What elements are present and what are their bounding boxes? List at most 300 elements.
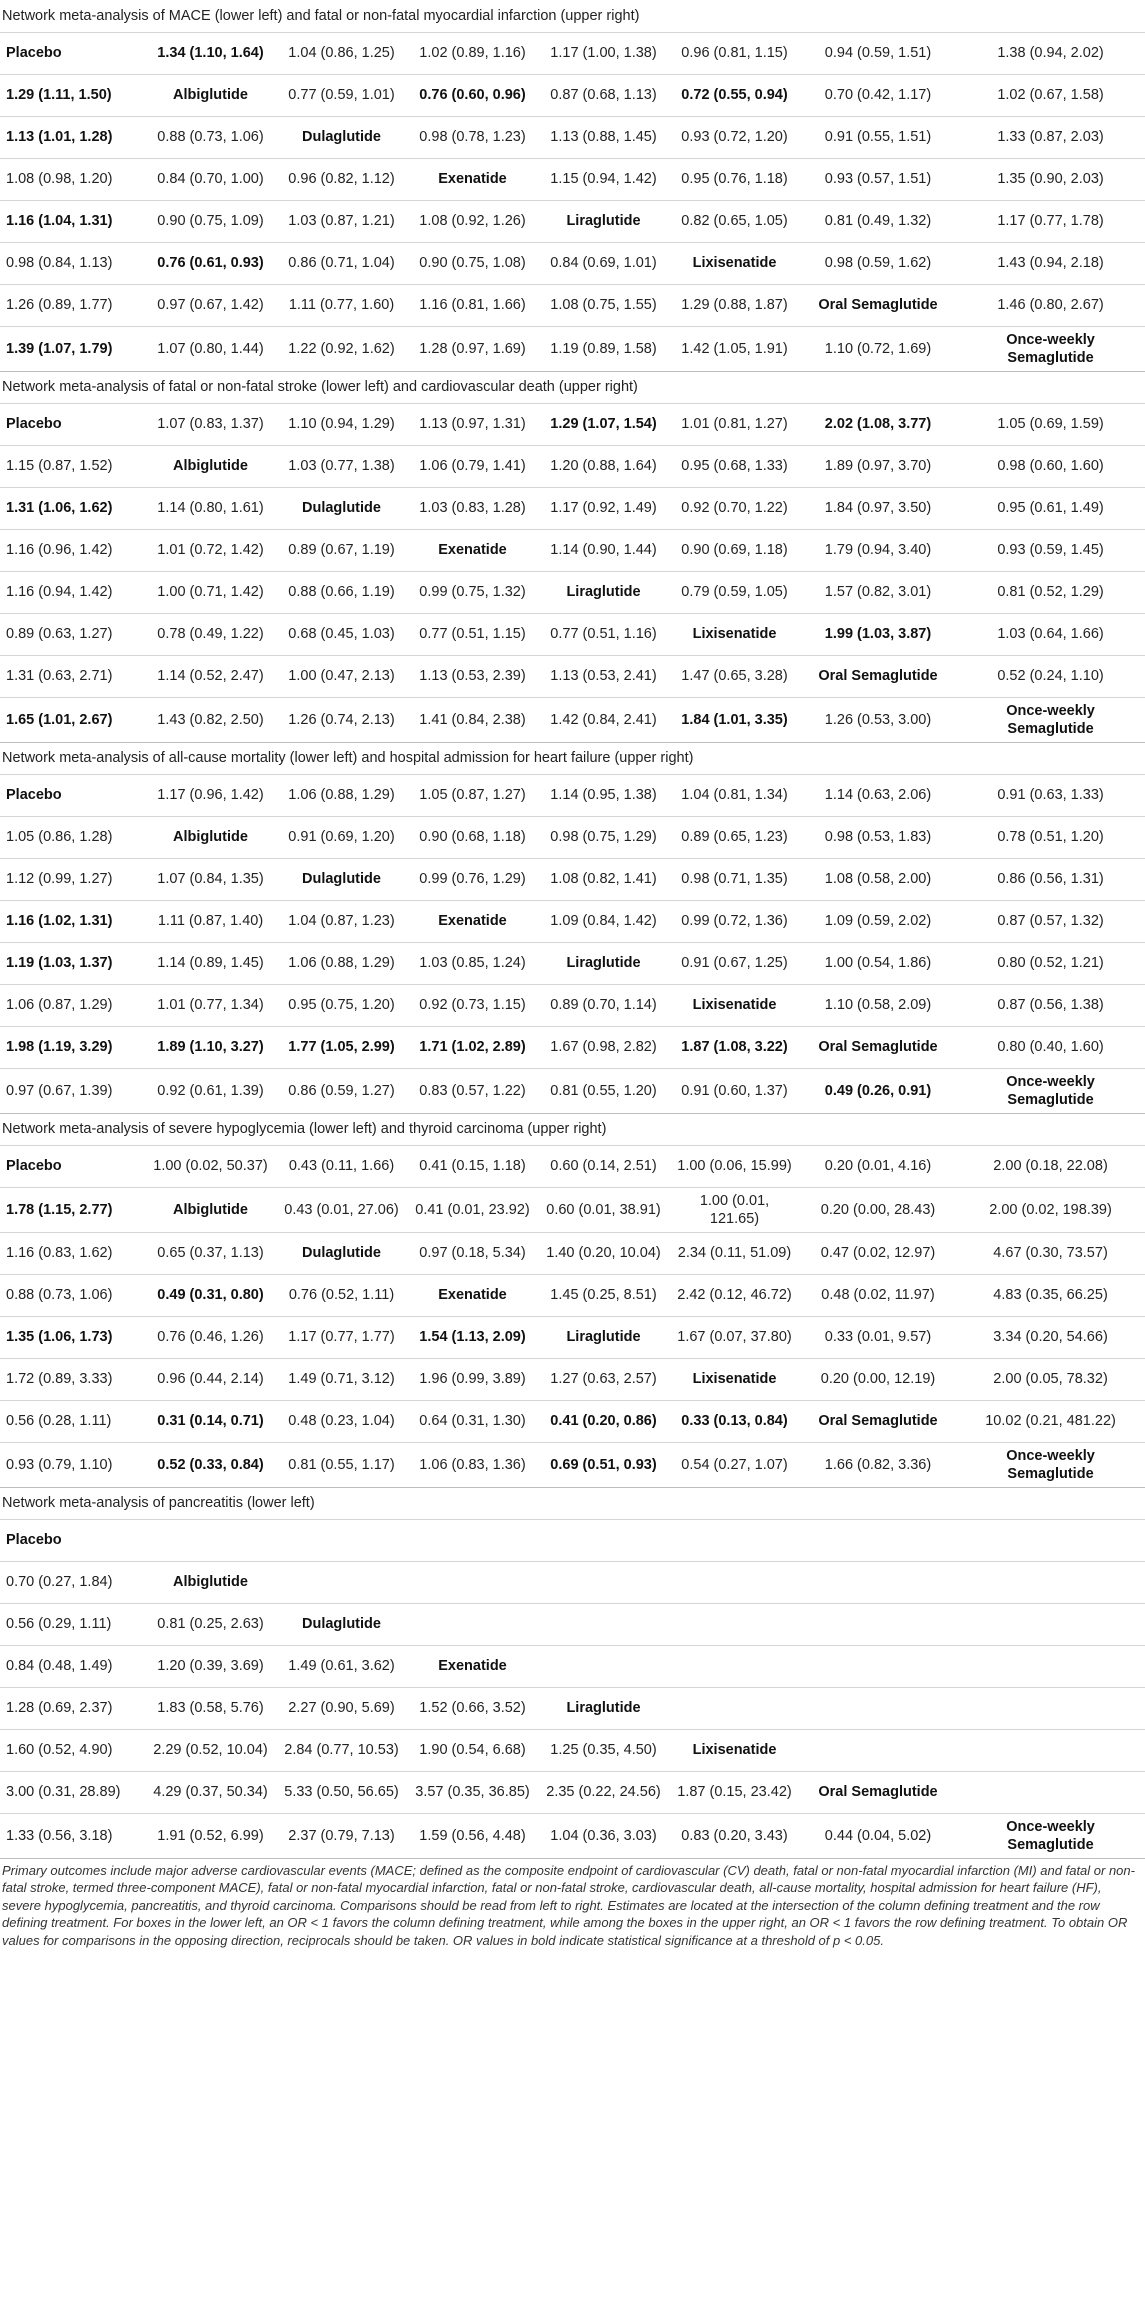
odds-ratio-cell: 2.00 (0.02, 198.39) (956, 1187, 1145, 1232)
odds-ratio-cell: 0.92 (0.73, 1.15) (407, 984, 538, 1026)
odds-ratio-cell: 0.89 (0.70, 1.14) (538, 984, 669, 1026)
empty-cell (800, 1687, 956, 1729)
odds-ratio-cell: 5.33 (0.50, 56.65) (276, 1771, 407, 1813)
odds-ratio-cell: 1.16 (1.02, 1.31) (0, 900, 145, 942)
table-row (0, 858, 1145, 900)
odds-ratio-cell: 1.03 (0.85, 1.24) (407, 942, 538, 984)
odds-ratio-cell: 4.67 (0.30, 73.57) (956, 1232, 1145, 1274)
odds-ratio-cell: 2.02 (1.08, 3.77) (800, 403, 956, 445)
odds-ratio-cell: 0.96 (0.82, 1.12) (276, 158, 407, 200)
odds-ratio-cell: 1.16 (0.81, 1.66) (407, 284, 538, 326)
treatment-label: Oral Semaglutide (800, 1400, 956, 1442)
odds-ratio-cell: 1.14 (0.95, 1.38) (538, 774, 669, 816)
odds-ratio-cell: 0.49 (0.26, 0.91) (800, 1068, 956, 1113)
section-title: Network meta-analysis of fatal or non-fatal stroke (lower left) and cardiovascular death (upper right) (0, 371, 1145, 403)
odds-ratio-cell: 1.29 (0.88, 1.87) (669, 284, 800, 326)
odds-ratio-cell: 0.88 (0.73, 1.06) (0, 1274, 145, 1316)
odds-ratio-cell: 1.65 (1.01, 2.67) (0, 697, 145, 742)
odds-ratio-cell: 0.94 (0.59, 1.51) (800, 32, 956, 74)
odds-ratio-cell: 0.82 (0.65, 1.05) (669, 200, 800, 242)
table-row (0, 32, 1145, 74)
odds-ratio-cell: 1.57 (0.82, 3.01) (800, 571, 956, 613)
odds-ratio-cell: 0.41 (0.15, 1.18) (407, 1145, 538, 1187)
odds-ratio-cell: 1.31 (1.06, 1.62) (0, 487, 145, 529)
treatment-label: Placebo (0, 774, 145, 816)
treatment-label: Once-weekly Semaglutide (956, 326, 1145, 371)
odds-ratio-cell: 0.44 (0.04, 5.02) (800, 1813, 956, 1858)
odds-ratio-cell: 0.98 (0.75, 1.29) (538, 816, 669, 858)
odds-ratio-cell: 1.16 (0.96, 1.42) (0, 529, 145, 571)
treatment-label: Once-weekly Semaglutide (956, 1442, 1145, 1487)
table-row (0, 942, 1145, 984)
table-row (0, 1187, 1145, 1232)
empty-cell (407, 1519, 538, 1561)
empty-cell (956, 1771, 1145, 1813)
odds-ratio-cell: 1.07 (0.84, 1.35) (145, 858, 276, 900)
odds-ratio-cell: 1.28 (0.97, 1.69) (407, 326, 538, 371)
odds-ratio-cell: 1.16 (0.83, 1.62) (0, 1232, 145, 1274)
odds-ratio-cell: 0.88 (0.66, 1.19) (276, 571, 407, 613)
odds-ratio-cell: 0.81 (0.55, 1.17) (276, 1442, 407, 1487)
odds-ratio-cell: 1.14 (0.63, 2.06) (800, 774, 956, 816)
odds-ratio-cell: 1.03 (0.77, 1.38) (276, 445, 407, 487)
odds-ratio-cell: 0.77 (0.59, 1.01) (276, 74, 407, 116)
section-title: Network meta-analysis of MACE (lower left) and fatal or non-fatal myocardial infarction (upper right) (2, 7, 640, 24)
treatment-label: Liraglutide (538, 200, 669, 242)
odds-ratio-cell: 0.64 (0.31, 1.30) (407, 1400, 538, 1442)
table-row (0, 1400, 1145, 1442)
table-row (0, 655, 1145, 697)
section-title: Network meta-analysis of severe hypoglycemia (lower left) and thyroid carcinoma (upper right) (0, 1113, 1145, 1145)
treatment-label: Once-weekly Semaglutide (956, 1813, 1145, 1858)
odds-ratio-cell: 0.47 (0.02, 12.97) (800, 1232, 956, 1274)
odds-ratio-cell: 0.77 (0.51, 1.16) (538, 613, 669, 655)
treatment-label: Dulaglutide (276, 1603, 407, 1645)
empty-cell (669, 1645, 800, 1687)
odds-ratio-cell: 0.90 (0.75, 1.08) (407, 242, 538, 284)
odds-ratio-cell: 1.52 (0.66, 3.52) (407, 1687, 538, 1729)
odds-ratio-cell: 1.04 (0.36, 3.03) (538, 1813, 669, 1858)
treatment-label: Exenatide (407, 900, 538, 942)
odds-ratio-cell: 1.22 (0.92, 1.62) (276, 326, 407, 371)
odds-ratio-cell: 0.76 (0.52, 1.11) (276, 1274, 407, 1316)
odds-ratio-cell: 1.35 (1.06, 1.73) (0, 1316, 145, 1358)
empty-cell (538, 1519, 669, 1561)
treatment-label: Once-weekly Semaglutide (956, 697, 1145, 742)
odds-ratio-cell: 1.01 (0.77, 1.34) (145, 984, 276, 1026)
odds-ratio-cell: 0.91 (0.63, 1.33) (956, 774, 1145, 816)
treatment-label: Oral Semaglutide (800, 284, 956, 326)
odds-ratio-cell: 1.08 (0.58, 2.00) (800, 858, 956, 900)
odds-ratio-cell: 0.91 (0.69, 1.20) (276, 816, 407, 858)
empty-cell (956, 1729, 1145, 1771)
odds-ratio-cell: 1.26 (0.74, 2.13) (276, 697, 407, 742)
treatment-label: Liraglutide (538, 942, 669, 984)
odds-ratio-cell: 1.00 (0.54, 1.86) (800, 942, 956, 984)
empty-cell (669, 1561, 800, 1603)
odds-ratio-cell: 1.04 (0.87, 1.23) (276, 900, 407, 942)
table-row (0, 1645, 1145, 1687)
table-row (0, 326, 1145, 371)
odds-ratio-cell: 1.13 (1.01, 1.28) (0, 116, 145, 158)
odds-ratio-cell: 1.09 (0.59, 2.02) (800, 900, 956, 942)
odds-ratio-cell: 3.57 (0.35, 36.85) (407, 1771, 538, 1813)
treatment-label: Once-weekly Semaglutide (956, 1068, 1145, 1113)
odds-ratio-cell: 2.84 (0.77, 10.53) (276, 1729, 407, 1771)
treatment-label: Liraglutide (538, 1687, 669, 1729)
treatment-label: Placebo (0, 1519, 145, 1561)
table-row (0, 1561, 1145, 1603)
odds-ratio-cell: 1.28 (0.69, 2.37) (0, 1687, 145, 1729)
odds-ratio-cell: 0.78 (0.49, 1.22) (145, 613, 276, 655)
odds-ratio-cell: 0.95 (0.75, 1.20) (276, 984, 407, 1026)
odds-ratio-cell: 0.65 (0.37, 1.13) (145, 1232, 276, 1274)
odds-ratio-cell: 0.54 (0.27, 1.07) (669, 1442, 800, 1487)
treatment-label: Albiglutide (145, 816, 276, 858)
empty-cell (276, 1519, 407, 1561)
odds-ratio-cell: 4.83 (0.35, 66.25) (956, 1274, 1145, 1316)
empty-cell (669, 1687, 800, 1729)
treatment-label: Lixisenatide (669, 1358, 800, 1400)
odds-ratio-cell: 0.60 (0.01, 38.91) (538, 1187, 669, 1232)
odds-ratio-cell: 1.42 (1.05, 1.91) (669, 326, 800, 371)
odds-ratio-cell: 0.91 (0.55, 1.51) (800, 116, 956, 158)
treatment-label: Dulaglutide (276, 858, 407, 900)
table-row (0, 1068, 1145, 1113)
table-row (0, 900, 1145, 942)
odds-ratio-cell: 1.14 (0.90, 1.44) (538, 529, 669, 571)
odds-ratio-cell: 0.96 (0.44, 2.14) (145, 1358, 276, 1400)
treatment-label: Lixisenatide (669, 1729, 800, 1771)
treatment-label: Exenatide (407, 1645, 538, 1687)
table-row (0, 74, 1145, 116)
odds-ratio-cell: 1.11 (0.77, 1.60) (276, 284, 407, 326)
empty-cell (800, 1729, 956, 1771)
treatment-label: Placebo (0, 1145, 145, 1187)
odds-ratio-cell: 1.26 (0.53, 3.00) (800, 697, 956, 742)
odds-ratio-cell: 1.60 (0.52, 4.90) (0, 1729, 145, 1771)
odds-ratio-cell: 1.29 (1.07, 1.54) (538, 403, 669, 445)
odds-ratio-cell: 1.27 (0.63, 2.57) (538, 1358, 669, 1400)
treatment-label: Exenatide (407, 158, 538, 200)
empty-cell (800, 1645, 956, 1687)
odds-ratio-cell: 1.89 (1.10, 3.27) (145, 1026, 276, 1068)
odds-ratio-cell: 0.98 (0.71, 1.35) (669, 858, 800, 900)
odds-ratio-cell: 1.84 (0.97, 3.50) (800, 487, 956, 529)
treatment-label: Oral Semaglutide (800, 655, 956, 697)
odds-ratio-cell: 0.76 (0.61, 0.93) (145, 242, 276, 284)
odds-ratio-cell: 1.35 (0.90, 2.03) (956, 158, 1145, 200)
empty-cell (669, 1603, 800, 1645)
empty-cell (800, 1603, 956, 1645)
empty-cell (669, 1519, 800, 1561)
odds-ratio-cell: 0.91 (0.67, 1.25) (669, 942, 800, 984)
odds-ratio-cell: 1.39 (1.07, 1.79) (0, 326, 145, 371)
odds-ratio-cell: 0.90 (0.68, 1.18) (407, 816, 538, 858)
table-row (0, 200, 1145, 242)
odds-ratio-cell: 1.00 (0.02, 50.37) (145, 1145, 276, 1187)
odds-ratio-cell: 0.33 (0.13, 0.84) (669, 1400, 800, 1442)
odds-ratio-cell: 0.98 (0.59, 1.62) (800, 242, 956, 284)
odds-ratio-cell: 1.00 (0.47, 2.13) (276, 655, 407, 697)
odds-ratio-cell: 0.87 (0.68, 1.13) (538, 74, 669, 116)
odds-ratio-cell: 0.97 (0.67, 1.39) (0, 1068, 145, 1113)
table-row (0, 1145, 1145, 1187)
odds-ratio-cell: 1.33 (0.87, 2.03) (956, 116, 1145, 158)
odds-ratio-cell: 3.00 (0.31, 28.89) (0, 1771, 145, 1813)
odds-ratio-cell: 1.06 (0.87, 1.29) (0, 984, 145, 1026)
table-row (0, 1026, 1145, 1068)
odds-ratio-cell: 1.17 (0.92, 1.49) (538, 487, 669, 529)
odds-ratio-cell: 1.72 (0.89, 3.33) (0, 1358, 145, 1400)
odds-ratio-cell: 1.02 (0.89, 1.16) (407, 32, 538, 74)
odds-ratio-cell: 0.80 (0.40, 1.60) (956, 1026, 1145, 1068)
table-row (0, 774, 1145, 816)
odds-ratio-cell: 1.49 (0.61, 3.62) (276, 1645, 407, 1687)
section-title-row (0, 0, 1145, 32)
odds-ratio-cell: 0.41 (0.20, 0.86) (538, 1400, 669, 1442)
treatment-label: Placebo (0, 403, 145, 445)
odds-ratio-cell: 0.52 (0.24, 1.10) (956, 655, 1145, 697)
treatment-label: Oral Semaglutide (800, 1771, 956, 1813)
odds-ratio-cell: 1.98 (1.19, 3.29) (0, 1026, 145, 1068)
empty-cell (956, 1519, 1145, 1561)
odds-ratio-cell: 0.72 (0.55, 0.94) (669, 74, 800, 116)
treatment-label: Albiglutide (145, 1561, 276, 1603)
table-row (0, 1232, 1145, 1274)
odds-ratio-cell: 0.87 (0.57, 1.32) (956, 900, 1145, 942)
table-row (0, 697, 1145, 742)
table-row (0, 1603, 1145, 1645)
table-row (0, 242, 1145, 284)
table-row (0, 1519, 1145, 1561)
odds-ratio-cell: 2.27 (0.90, 5.69) (276, 1687, 407, 1729)
odds-ratio-cell: 0.20 (0.00, 12.19) (800, 1358, 956, 1400)
odds-ratio-cell: 0.83 (0.57, 1.22) (407, 1068, 538, 1113)
odds-ratio-cell: 1.84 (1.01, 3.35) (669, 697, 800, 742)
odds-ratio-cell: 0.81 (0.25, 2.63) (145, 1603, 276, 1645)
empty-cell (956, 1645, 1145, 1687)
odds-ratio-cell: 0.89 (0.63, 1.27) (0, 613, 145, 655)
table-row (0, 284, 1145, 326)
table-row (0, 116, 1145, 158)
odds-ratio-cell: 0.41 (0.01, 23.92) (407, 1187, 538, 1232)
treatment-label: Liraglutide (538, 1316, 669, 1358)
empty-cell (407, 1561, 538, 1603)
odds-ratio-cell: 1.06 (0.79, 1.41) (407, 445, 538, 487)
odds-ratio-cell: 1.20 (0.88, 1.64) (538, 445, 669, 487)
table-row (0, 529, 1145, 571)
odds-ratio-cell: 0.87 (0.56, 1.38) (956, 984, 1145, 1026)
odds-ratio-cell: 1.20 (0.39, 3.69) (145, 1645, 276, 1687)
odds-ratio-cell: 0.99 (0.72, 1.36) (669, 900, 800, 942)
empty-cell (956, 1561, 1145, 1603)
odds-ratio-cell: 1.16 (0.94, 1.42) (0, 571, 145, 613)
odds-ratio-cell: 1.12 (0.99, 1.27) (0, 858, 145, 900)
odds-ratio-cell: 1.87 (1.08, 3.22) (669, 1026, 800, 1068)
table-footnote: Primary outcomes include major adverse cardiovascular events (MACE; defined as the composite endpoint of cardiovascular (CV) death, fatal or non-fatal myocardial infarction (MI) and fatal or non-fatal stroke, termed three-component MACE), fatal or non-fatal myocardial infarction, fatal or non-fatal stroke, cardiovascular death, all-cause mortality, hospital admission for heart failure (HF), severe hypoglycemia, pancreatitis, and thyroid carcinoma. Comparisons should be read from left to right. Estimates are located at the intersection of the column defining treatment and the row defining treatment. For boxes in the lower left, an OR < 1 favors the column defining treatment, while among the boxes in the upper right, an OR < 1 favors the row defining treatment. To obtain OR values for comparisons in the opposing direction, reciprocals should be taken. OR values in bold indicate statistical significance at a threshold of p < 0.05. (0, 1858, 1145, 1952)
odds-ratio-cell: 1.06 (0.88, 1.29) (276, 774, 407, 816)
odds-ratio-cell: 1.17 (1.00, 1.38) (538, 32, 669, 74)
table-row (0, 1358, 1145, 1400)
odds-ratio-cell: 1.04 (0.86, 1.25) (276, 32, 407, 74)
odds-ratio-cell: 1.46 (0.80, 2.67) (956, 284, 1145, 326)
table-row (0, 1442, 1145, 1487)
odds-ratio-cell: 0.89 (0.65, 1.23) (669, 816, 800, 858)
odds-ratio-cell: 1.89 (0.97, 3.70) (800, 445, 956, 487)
odds-ratio-cell: 0.98 (0.53, 1.83) (800, 816, 956, 858)
odds-ratio-cell: 1.96 (0.99, 3.89) (407, 1358, 538, 1400)
treatment-label: Exenatide (407, 1274, 538, 1316)
odds-ratio-cell: 0.96 (0.81, 1.15) (669, 32, 800, 74)
odds-ratio-cell: 1.04 (0.81, 1.34) (669, 774, 800, 816)
odds-ratio-cell: 0.81 (0.55, 1.20) (538, 1068, 669, 1113)
odds-ratio-cell: 1.45 (0.25, 8.51) (538, 1274, 669, 1316)
odds-ratio-cell: 0.89 (0.67, 1.19) (276, 529, 407, 571)
odds-ratio-cell: 1.79 (0.94, 3.40) (800, 529, 956, 571)
odds-ratio-cell: 1.26 (0.89, 1.77) (0, 284, 145, 326)
odds-ratio-cell: 0.93 (0.72, 1.20) (669, 116, 800, 158)
odds-ratio-cell: 1.15 (0.94, 1.42) (538, 158, 669, 200)
odds-ratio-cell: 0.84 (0.70, 1.00) (145, 158, 276, 200)
table-row (0, 158, 1145, 200)
odds-ratio-cell: 1.19 (0.89, 1.58) (538, 326, 669, 371)
odds-ratio-cell: 0.93 (0.57, 1.51) (800, 158, 956, 200)
odds-ratio-cell: 0.52 (0.33, 0.84) (145, 1442, 276, 1487)
section-title-row (0, 742, 1145, 774)
odds-ratio-cell: 1.78 (1.15, 2.77) (0, 1187, 145, 1232)
odds-ratio-cell: 1.10 (0.72, 1.69) (800, 326, 956, 371)
odds-ratio-cell: 1.00 (0.01, 121.65) (669, 1187, 800, 1232)
odds-ratio-cell: 2.00 (0.05, 78.32) (956, 1358, 1145, 1400)
odds-ratio-cell: 0.95 (0.68, 1.33) (669, 445, 800, 487)
odds-ratio-cell: 1.14 (0.89, 1.45) (145, 942, 276, 984)
odds-ratio-cell: 1.09 (0.84, 1.42) (538, 900, 669, 942)
odds-ratio-cell: 0.56 (0.29, 1.11) (0, 1603, 145, 1645)
odds-ratio-cell: 1.41 (0.84, 2.38) (407, 697, 538, 742)
odds-ratio-cell: 0.98 (0.60, 1.60) (956, 445, 1145, 487)
odds-ratio-cell: 1.47 (0.65, 3.28) (669, 655, 800, 697)
empty-cell (538, 1561, 669, 1603)
odds-ratio-cell: 1.87 (0.15, 23.42) (669, 1771, 800, 1813)
empty-cell (956, 1603, 1145, 1645)
odds-ratio-cell: 1.17 (0.96, 1.42) (145, 774, 276, 816)
odds-ratio-cell: 1.77 (1.05, 2.99) (276, 1026, 407, 1068)
odds-ratio-cell: 0.99 (0.75, 1.32) (407, 571, 538, 613)
odds-ratio-cell: 0.76 (0.46, 1.26) (145, 1316, 276, 1358)
odds-ratio-cell: 1.05 (0.86, 1.28) (0, 816, 145, 858)
empty-cell (538, 1603, 669, 1645)
odds-ratio-cell: 1.05 (0.87, 1.27) (407, 774, 538, 816)
treatment-label: Oral Semaglutide (800, 1026, 956, 1068)
odds-ratio-cell: 3.34 (0.20, 54.66) (956, 1316, 1145, 1358)
odds-ratio-cell: 1.07 (0.83, 1.37) (145, 403, 276, 445)
treatment-label: Exenatide (407, 529, 538, 571)
odds-ratio-cell: 1.43 (0.82, 2.50) (145, 697, 276, 742)
table-row (0, 487, 1145, 529)
odds-ratio-cell: 0.20 (0.00, 28.43) (800, 1187, 956, 1232)
odds-ratio-cell: 0.93 (0.59, 1.45) (956, 529, 1145, 571)
odds-ratio-cell: 0.70 (0.42, 1.17) (800, 74, 956, 116)
empty-cell (145, 1519, 276, 1561)
odds-ratio-cell: 1.67 (0.98, 2.82) (538, 1026, 669, 1068)
odds-ratio-cell: 1.08 (0.92, 1.26) (407, 200, 538, 242)
odds-ratio-cell: 1.07 (0.80, 1.44) (145, 326, 276, 371)
table-row (0, 816, 1145, 858)
empty-cell (538, 1645, 669, 1687)
odds-ratio-cell: 10.02 (0.21, 481.22) (956, 1400, 1145, 1442)
odds-ratio-cell: 0.77 (0.51, 1.15) (407, 613, 538, 655)
odds-ratio-cell: 0.56 (0.28, 1.11) (0, 1400, 145, 1442)
table-row (0, 1771, 1145, 1813)
odds-ratio-cell: 1.90 (0.54, 6.68) (407, 1729, 538, 1771)
section-title: Network meta-analysis of all-cause mortality (lower left) and hospital admission for heart failure (upper right) (0, 742, 1145, 774)
odds-ratio-cell: 1.19 (1.03, 1.37) (0, 942, 145, 984)
odds-ratio-cell: 0.86 (0.59, 1.27) (276, 1068, 407, 1113)
odds-ratio-cell: 4.29 (0.37, 50.34) (145, 1771, 276, 1813)
odds-ratio-cell: 0.60 (0.14, 2.51) (538, 1145, 669, 1187)
odds-ratio-cell: 1.17 (0.77, 1.78) (956, 200, 1145, 242)
odds-ratio-cell: 2.42 (0.12, 46.72) (669, 1274, 800, 1316)
odds-ratio-cell: 1.42 (0.84, 2.41) (538, 697, 669, 742)
odds-ratio-cell: 2.29 (0.52, 10.04) (145, 1729, 276, 1771)
odds-ratio-cell: 0.80 (0.52, 1.21) (956, 942, 1145, 984)
odds-ratio-cell: 0.69 (0.51, 0.93) (538, 1442, 669, 1487)
odds-ratio-cell: 0.84 (0.48, 1.49) (0, 1645, 145, 1687)
section-title-row (0, 1487, 1145, 1519)
odds-ratio-cell: 1.13 (0.97, 1.31) (407, 403, 538, 445)
empty-cell (800, 1561, 956, 1603)
treatment-label: Albiglutide (145, 445, 276, 487)
treatment-label: Lixisenatide (669, 984, 800, 1026)
odds-ratio-cell: 1.10 (0.58, 2.09) (800, 984, 956, 1026)
odds-ratio-cell: 1.83 (0.58, 5.76) (145, 1687, 276, 1729)
odds-ratio-cell: 0.31 (0.14, 0.71) (145, 1400, 276, 1442)
odds-ratio-cell: 0.92 (0.61, 1.39) (145, 1068, 276, 1113)
table-row (0, 1687, 1145, 1729)
odds-ratio-cell: 1.16 (1.04, 1.31) (0, 200, 145, 242)
odds-ratio-cell: 1.06 (0.88, 1.29) (276, 942, 407, 984)
odds-ratio-cell: 1.08 (0.98, 1.20) (0, 158, 145, 200)
odds-ratio-cell: 1.02 (0.67, 1.58) (956, 74, 1145, 116)
odds-ratio-cell: 1.00 (0.06, 15.99) (669, 1145, 800, 1187)
odds-ratio-cell: 0.88 (0.73, 1.06) (145, 116, 276, 158)
odds-ratio-cell: 0.95 (0.76, 1.18) (669, 158, 800, 200)
odds-ratio-cell: 1.38 (0.94, 2.02) (956, 32, 1145, 74)
odds-ratio-cell: 1.29 (1.11, 1.50) (0, 74, 145, 116)
treatment-label: Dulaglutide (276, 116, 407, 158)
odds-ratio-cell: 1.15 (0.87, 1.52) (0, 445, 145, 487)
odds-ratio-cell: 2.37 (0.79, 7.13) (276, 1813, 407, 1858)
odds-ratio-cell: 0.43 (0.01, 27.06) (276, 1187, 407, 1232)
odds-ratio-cell: 0.99 (0.76, 1.29) (407, 858, 538, 900)
odds-ratio-cell: 0.33 (0.01, 9.57) (800, 1316, 956, 1358)
section-title-row (0, 1113, 1145, 1145)
odds-ratio-cell: 1.54 (1.13, 2.09) (407, 1316, 538, 1358)
odds-ratio-cell: 0.90 (0.75, 1.09) (145, 200, 276, 242)
odds-ratio-cell: 0.84 (0.69, 1.01) (538, 242, 669, 284)
table-row (0, 1729, 1145, 1771)
odds-ratio-cell: 1.00 (0.71, 1.42) (145, 571, 276, 613)
odds-ratio-cell: 0.79 (0.59, 1.05) (669, 571, 800, 613)
odds-ratio-cell: 0.43 (0.11, 1.66) (276, 1145, 407, 1187)
odds-ratio-cell: 1.10 (0.94, 1.29) (276, 403, 407, 445)
odds-ratio-cell: 0.90 (0.69, 1.18) (669, 529, 800, 571)
odds-ratio-cell: 0.70 (0.27, 1.84) (0, 1561, 145, 1603)
odds-ratio-cell: 1.03 (0.83, 1.28) (407, 487, 538, 529)
table-row (0, 984, 1145, 1026)
odds-ratio-cell: 1.08 (0.82, 1.41) (538, 858, 669, 900)
